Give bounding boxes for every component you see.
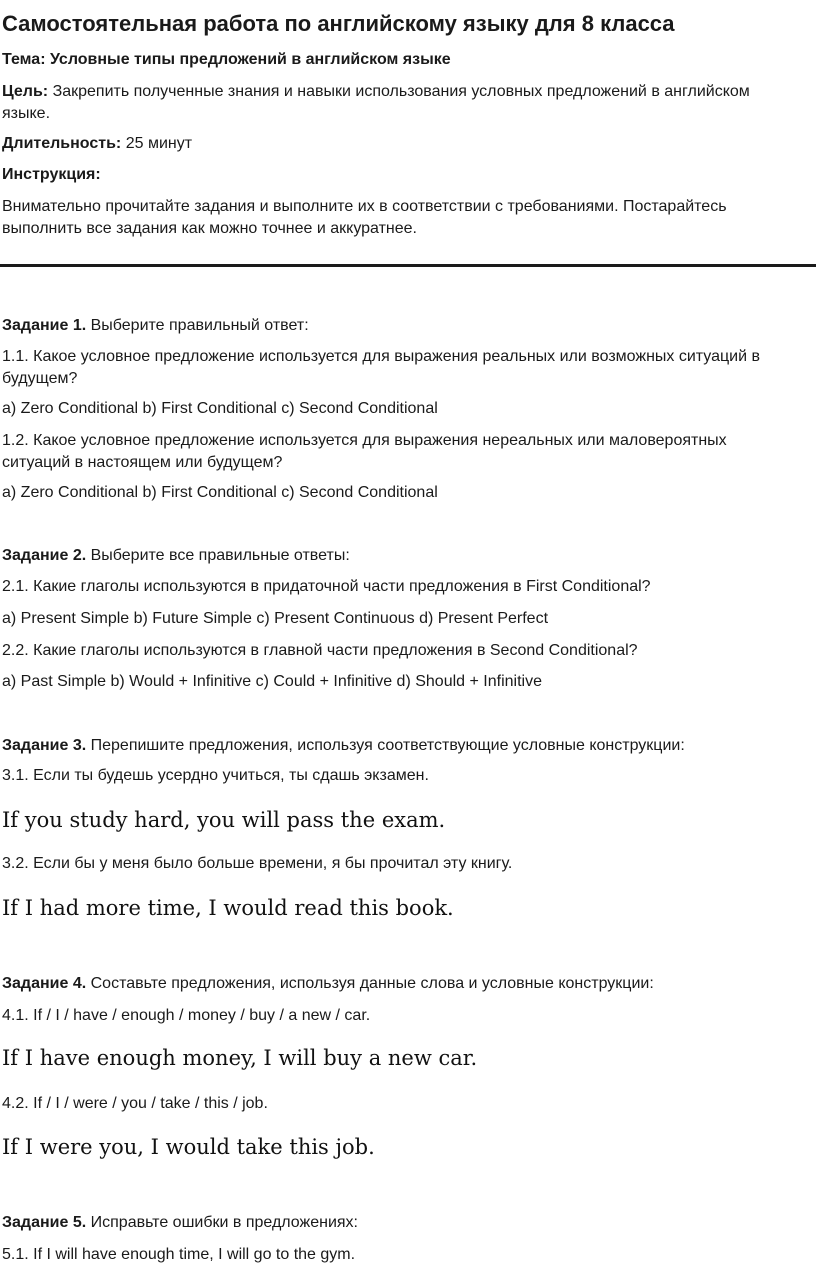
task-5-heading bbox=[2, 1212, 358, 1234]
task-4-heading bbox=[2, 973, 654, 995]
task-label: Задание 4. bbox=[2, 975, 87, 992]
task-instruction: Составьте предложения, используя данные слова и условные конструкции: bbox=[90, 975, 654, 992]
question-1-2: 1.2. Какое условное предложение используется для выражения нереальных или маловероятных ситуаций в настоящем или будущем? bbox=[2, 432, 727, 471]
question-3-2: 3.2. Если бы у меня было больше времени, я бы прочитал эту книгу. bbox=[2, 855, 513, 872]
task-2-heading bbox=[2, 545, 350, 567]
instruction-text: Внимательно прочитайте задания и выполните их в соответствии с требованиями. Постарайтесь выполнить все задания как можно точнее и аккуратнее. bbox=[2, 198, 727, 237]
options-1-1: a) Zero Conditional b) First Conditional c) Second Conditional bbox=[2, 400, 438, 417]
question-5-1: 5.1. If I will have enough time, I will go to the gym. bbox=[2, 1246, 356, 1263]
question-3-1: 3.1. Если ты будешь усердно учиться, ты сдашь экзамен. bbox=[2, 767, 429, 784]
task-label: Задание 3. bbox=[2, 737, 87, 754]
options-2-1: a) Present Simple b) Future Simple c) Present Continuous d) Present Perfect bbox=[2, 610, 549, 627]
task-1-heading bbox=[2, 315, 309, 337]
task-instruction: Выберите все правильные ответы: bbox=[90, 547, 350, 564]
duration-line bbox=[2, 133, 192, 155]
page-title: Самостоятельная работа по английскому языку для 8 класса bbox=[2, 11, 675, 36]
duration-label: Длительность: bbox=[2, 135, 122, 152]
answer-4-2: If I were you, I would take this job. bbox=[2, 1135, 375, 1159]
topic-value: Условные типы предложений в английском языке bbox=[49, 51, 451, 68]
answer-3-2: If I had more time, I would read this book. bbox=[2, 896, 454, 920]
task-label: Задание 1. bbox=[2, 317, 87, 334]
task-instruction: Перепишите предложения, используя соответствующие условные конструкции: bbox=[90, 737, 685, 754]
answer-3-1: If you study hard, you will pass the exam. bbox=[2, 808, 446, 832]
goal-line bbox=[2, 81, 792, 125]
goal-value: Закрепить полученные знания и навыки использования условных предложений в английском языке. bbox=[2, 83, 750, 122]
divider bbox=[0, 264, 816, 267]
question-2-2: 2.2. Какие глаголы используются в главной части предложения в Second Conditional? bbox=[2, 642, 638, 659]
options-1-2: a) Zero Conditional b) First Conditional c) Second Conditional bbox=[2, 484, 438, 501]
task-label: Задание 2. bbox=[2, 547, 87, 564]
task-label: Задание 5. bbox=[2, 1214, 87, 1231]
question-1-1: 1.1. Какое условное предложение используется для выражения реальных или возможных ситуаций в будущем? bbox=[2, 348, 760, 387]
goal-label: Цель: bbox=[2, 83, 49, 100]
instruction-label: Инструкция: bbox=[2, 166, 101, 183]
options-2-2: a) Past Simple b) Would + Infinitive c) Could + Infinitive d) Should + Infinitive bbox=[2, 673, 542, 690]
question-4-1: 4.1. If / I / have / enough / money / buy / a new / car. bbox=[2, 1007, 371, 1024]
task-instruction: Выберите правильный ответ: bbox=[90, 317, 309, 334]
task-instruction: Исправьте ошибки в предложениях: bbox=[90, 1214, 358, 1231]
topic-label: Тема: bbox=[2, 51, 46, 68]
task-3-heading bbox=[2, 735, 685, 757]
answer-4-1: If I have enough money, I will buy a new car. bbox=[2, 1046, 478, 1070]
duration-value: 25 минут bbox=[125, 135, 193, 152]
question-2-1: 2.1. Какие глаголы используются в придаточной части предложения в First Conditional? bbox=[2, 578, 651, 595]
topic-line bbox=[2, 49, 451, 71]
question-4-2: 4.2. If / I / were / you / take / this / job. bbox=[2, 1095, 268, 1112]
